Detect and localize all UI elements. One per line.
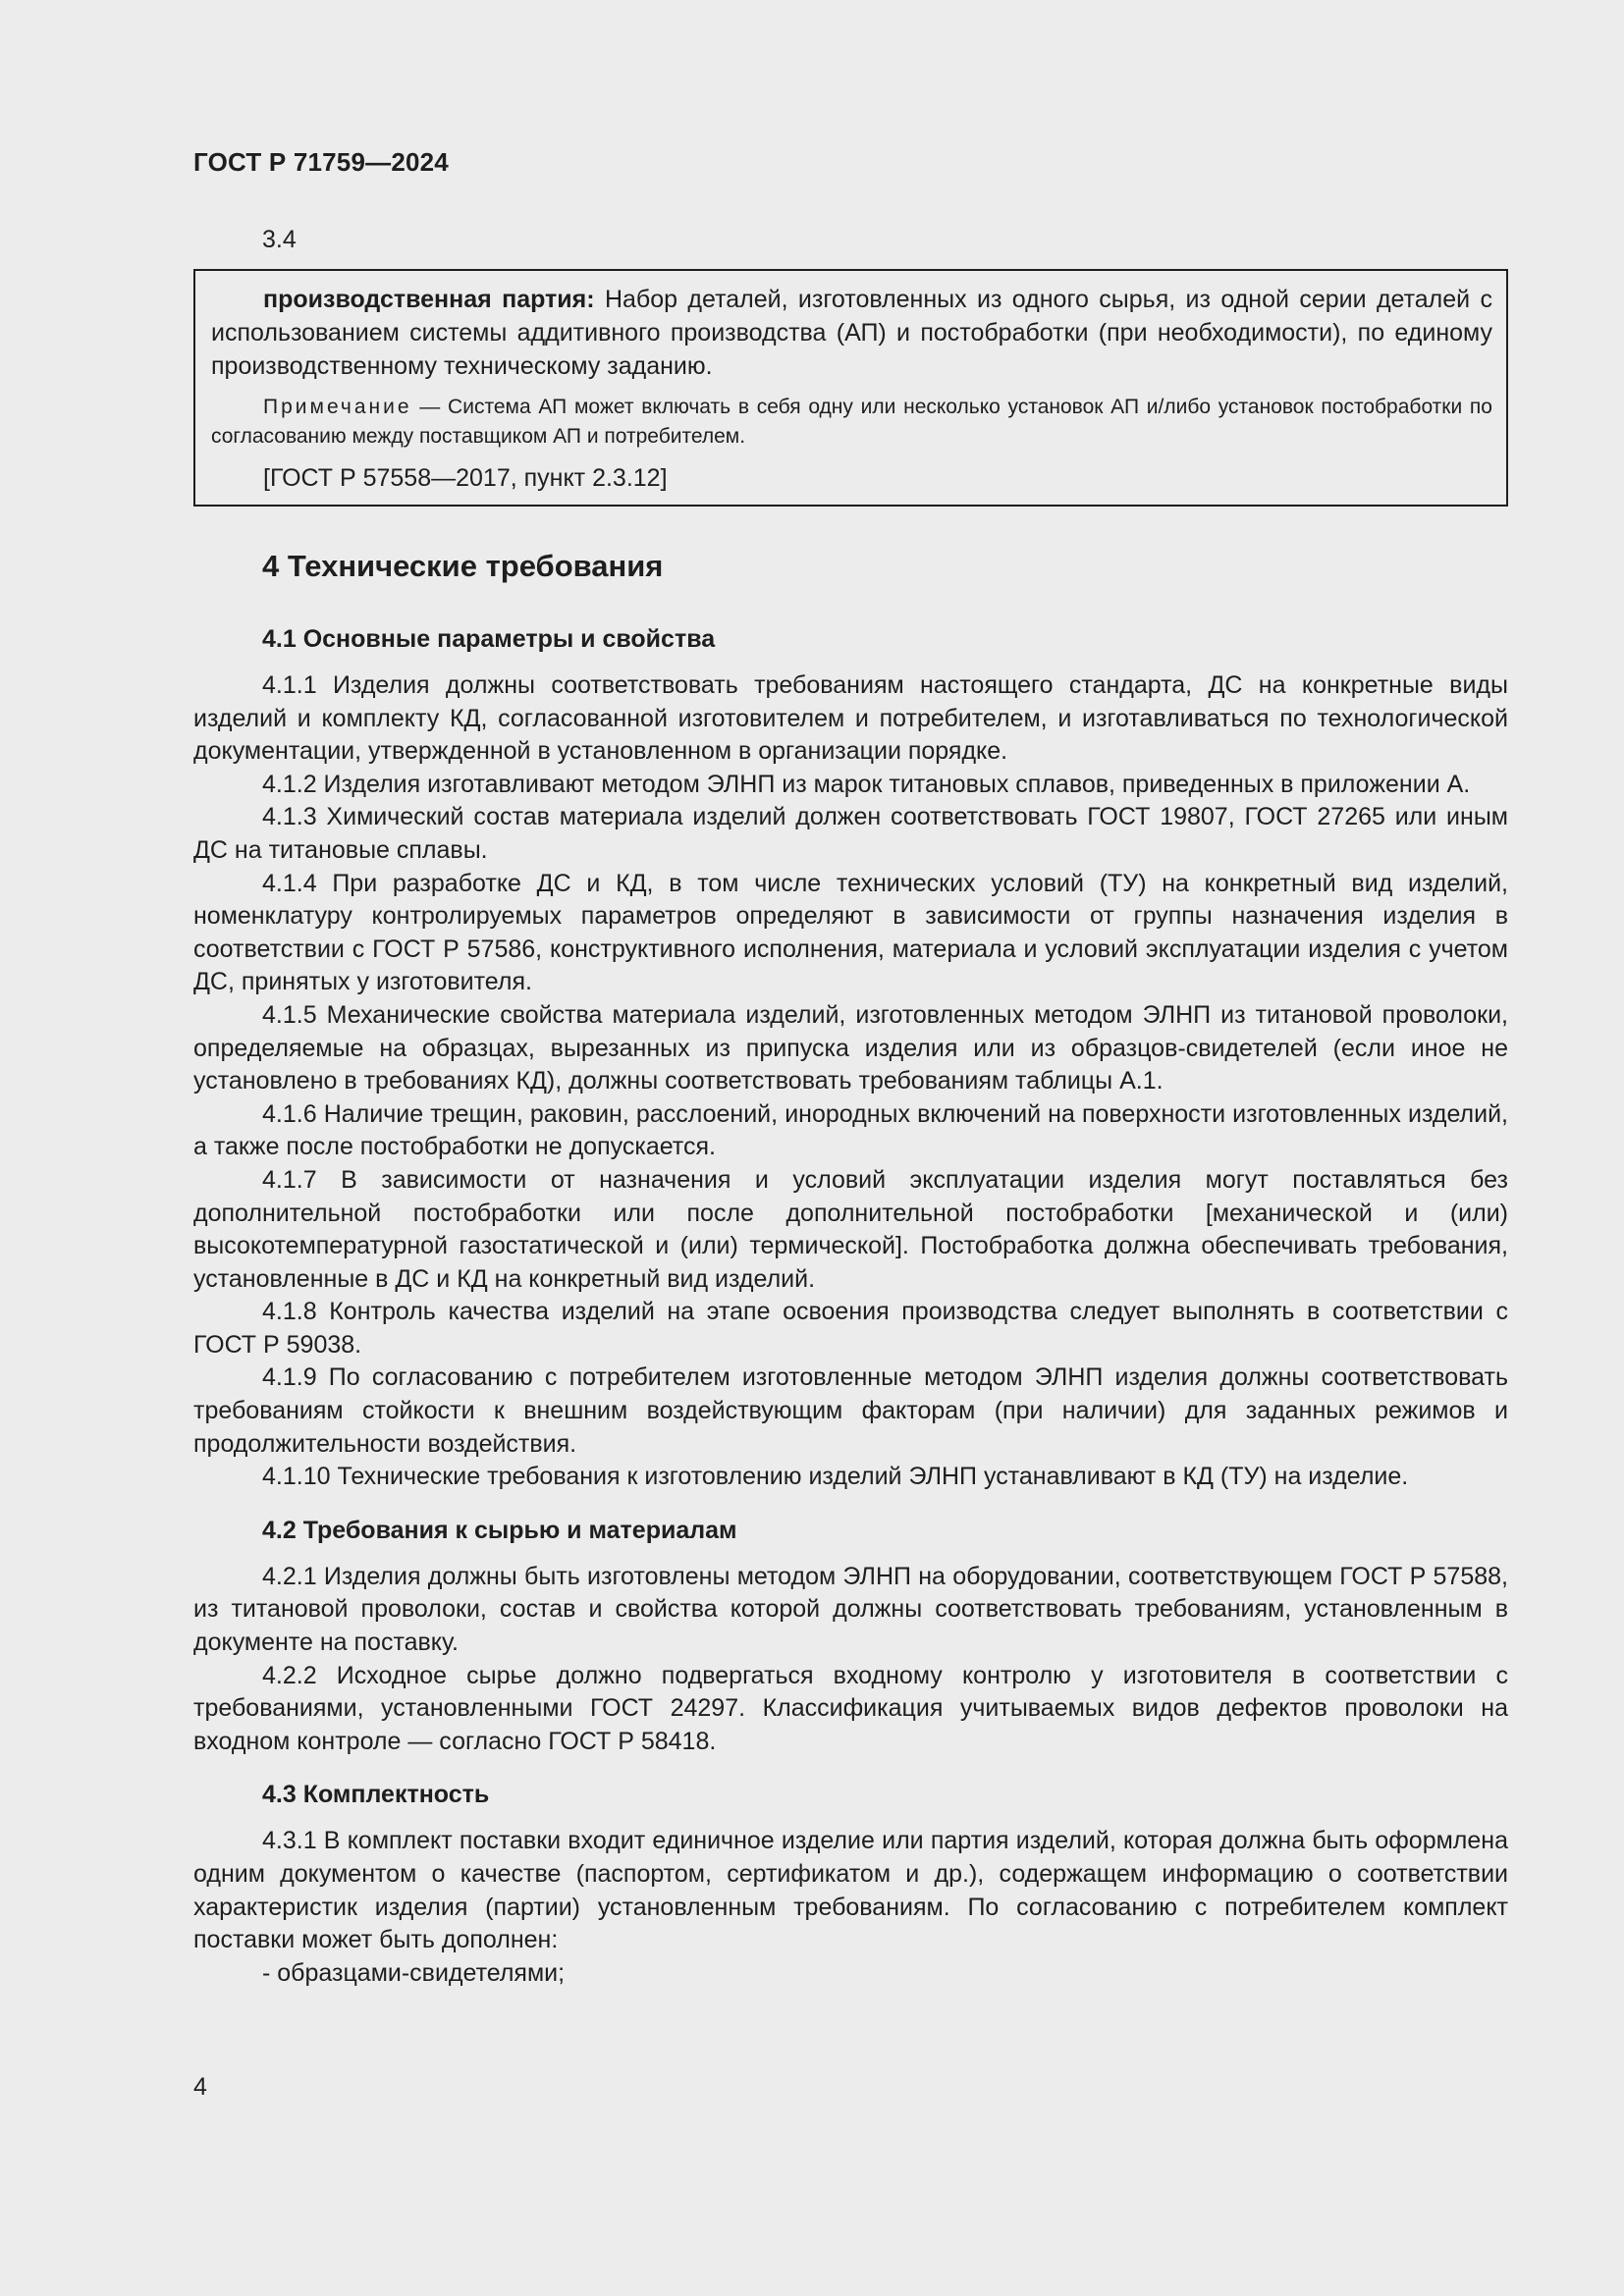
subsection-4-1-title: 4.1 Основные параметры и свойства (262, 625, 716, 653)
paragraph-4-1-5: 4.1.5 Механические свойства материала изделий, изготовленных методом ЭЛНП из титановой проволоки, определяемые на образцах, вырезанных из припуска изделия или из образцов-свидетелей (если иное не установлено в требованиях КД), должны соответствовать требованиям таблицы А.1. (193, 1000, 1508, 1095)
paragraph-4-1-2: 4.1.2 Изделия изготавливают методом ЭЛНП из марок титановых сплавов, приведенных в приложении А. (262, 770, 1471, 798)
subsection-4-3-title: 4.3 Комплектность (262, 1781, 490, 1809)
subsection-4-2-title: 4.2 Требования к сырью и материалам (262, 1516, 737, 1544)
paragraph-4-1-1: 4.1.1 Изделия должны соответствовать требованиям настоящего стандарта, ДС на конкретные виды изделий и комплекту КД, согласованной изготовителем и потребителем, и изготавливаться по технологической документации, утвержденной в установленном в организации порядке. (193, 671, 1508, 766)
list-item: - образцами-свидетелями; (262, 1958, 566, 1987)
term-definition (211, 283, 1492, 383)
paragraph-4-1-9: 4.1.9 По согласованию с потребителем изготовленные методом ЭЛНП изделия должны соответствовать требованиям стойкости к внешним воздействующим факторам (при наличии) для заданных режимов и продолжительности воздействия. (193, 1363, 1508, 1458)
paragraph-4-1-6: 4.1.6 Наличие трещин, раковин, расслоений, инородных включений на поверхности изготовленных изделий, а также после постобработки не допускается. (193, 1099, 1508, 1161)
term-note (211, 393, 1492, 452)
note-label: Примечание (263, 396, 412, 418)
paragraph-4-1-10: 4.1.10 Технические требования к изготовлению изделий ЭЛНП устанавливают в КД (ТУ) на изделие. (262, 1463, 1409, 1491)
paragraph-4-1-8: 4.1.8 Контроль качества изделий на этапе освоения производства следует выполнять в соответствии с ГОСТ Р 59038. (193, 1298, 1508, 1359)
document-code-header: ГОСТ Р 71759—2024 (193, 147, 449, 177)
term-number: 3.4 (262, 226, 297, 253)
paragraph-4-3-1: 4.3.1 В комплект поставки входит единичное изделие или партия изделий, которая должна быть оформлена одним документом о качестве (паспортом, сертификатом и др.), содержащем информацию о соответствии характеристик изделия (партии) установленным требованиям. По согласованию с потребителем комплект поставки может быть дополнен: (193, 1827, 1508, 1954)
page-number: 4 (193, 2073, 207, 2101)
section-4 (193, 538, 1508, 1990)
paragraph-4-1-7: 4.1.7 В зависимости от назначения и условий эксплуатации изделия могут поставляться без дополнительной постобработки или после дополнительной постобработки [механической и (или) высокотемпературной газостатической и (или) термической]. Постобработка должна обеспечивать требования, установленные в ДС и КД на конкретный вид изделий. (193, 1165, 1508, 1293)
paragraph-4-1-3: 4.1.3 Химический состав материала изделий должен соответствовать ГОСТ 19807, ГОСТ 27265 или иным ДС на титановые сплавы. (193, 803, 1508, 864)
term-name: производственная партия: (263, 286, 595, 313)
term-definition-box (193, 269, 1508, 507)
paragraph-4-2-1: 4.2.1 Изделия должны быть изготовлены методом ЭЛНП на оборудовании, соответствующем ГОСТ Р 57588, из титановой проволоки, состав и свойства которой должны соответствовать требованиям, установленным в документе на поставку. (193, 1562, 1508, 1657)
section-4-title: 4 Технические требования (262, 549, 664, 583)
term-source: [ГОСТ Р 57558—2017, пункт 2.3.12] (263, 464, 668, 492)
note-text: — Система АП может включать в себя одну или несколько установок АП и/либо установок постобработки по согласованию между поставщиком АП и потребителем. (211, 396, 1492, 448)
paragraph-4-2-2: 4.2.2 Исходное сырье должно подвергаться входному контролю у изготовителя в соответствии с требованиями, установленными ГОСТ 24297. Классификация учитываемых видов дефектов проволоки на входном контроле — согласно ГОСТ Р 58418. (193, 1661, 1508, 1755)
term-definition-text: Набор деталей, изготовленных из одного сырья, из одной серии деталей с использованием системы аддитивного производства (АП) и постобработки (при необходимости), по единому производственному техническому заданию. (211, 286, 1493, 380)
paragraph-4-1-4: 4.1.4 При разработке ДС и КД, в том числе технических условий (ТУ) на конкретный вид изделий, номенклатуру контролируемых параметров определяют в зависимости от группы назначения изделия в соответствии с ГОСТ Р 57586, конструктивного исполнения, материала и условий эксплуатации изделия с учетом ДС, принятых у изготовителя. (193, 869, 1508, 996)
